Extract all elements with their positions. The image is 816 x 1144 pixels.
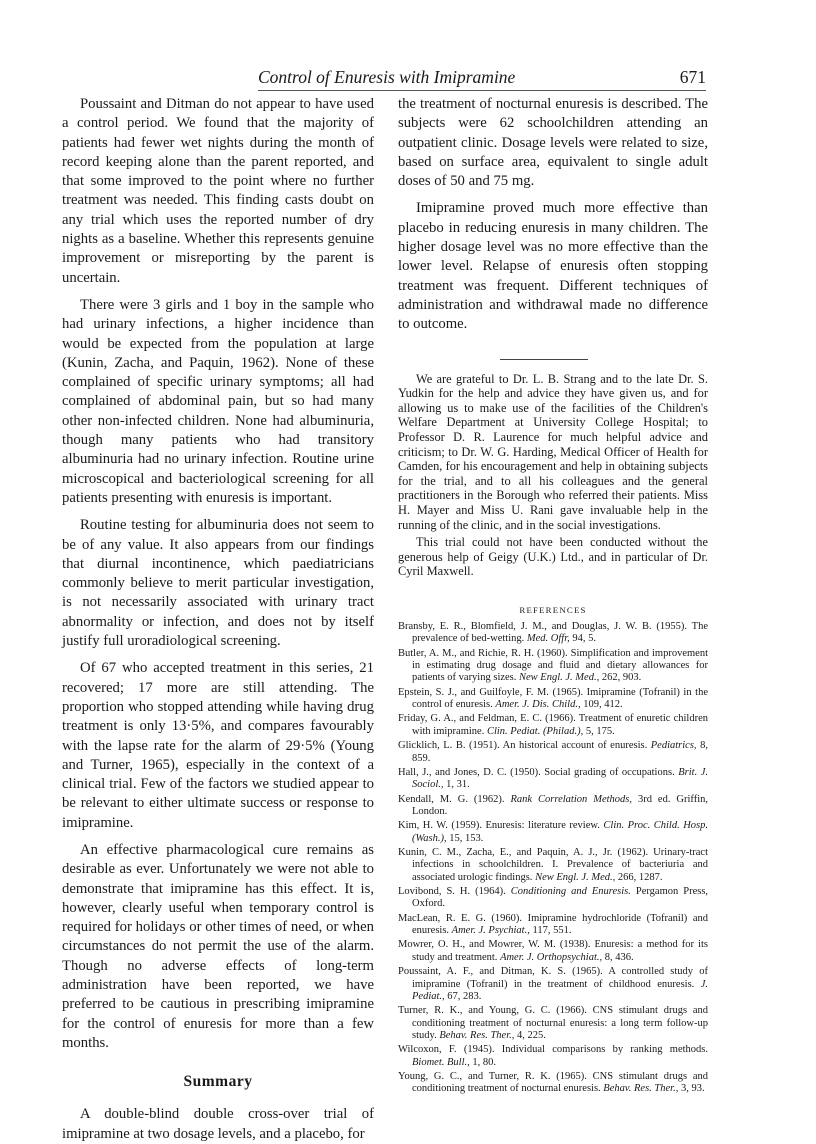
reference-authors: Turner, R. K., and Young, G. C. (1966). CNS stimulant drugs and conditioning treatment of nocturnal enuresis: a long term follow-up study.	[398, 1005, 708, 1042]
reference-details: 8, 859.	[412, 740, 708, 764]
reference-details: 15, 153.	[449, 832, 484, 844]
reference-journal: Amer. J. Psychiat.,	[451, 925, 530, 937]
reference-item	[398, 966, 708, 1003]
reference-authors: Young, G. C., and Turner, R. K. (1965). CNS stimulant drugs and conditioning treatment of nocturnal enuresis.	[398, 1071, 708, 1095]
body-paragraph: An effective pharmacological cure remains as desirable as ever. Unfortunately we were not able to demonstrate that imipramine has this effect. It is, however, clearly useful when temporary control is required for holidays or other times of need, or when circumstances do not permit the use of the alarm. Though no adverse effects of long-term administration have been reported, we have preferred to be cautious in prescribing imipramine for the control of enuresis for more than a few months.	[62, 841, 374, 1051]
reference-journal: Amer. J. Dis. Child.,	[495, 699, 581, 711]
reference-details: 8, 436.	[604, 951, 634, 963]
page-number: 671	[679, 67, 706, 87]
left-column	[62, 95, 374, 1144]
reference-journal: Biomet. Bull.,	[412, 1056, 470, 1068]
reference-details: 266, 1287.	[617, 871, 663, 883]
reference-journal: New Engl. J. Med.,	[519, 672, 600, 684]
reference-authors: Lovibond, S. H. (1964).	[398, 886, 506, 898]
reference-details: 5, 175.	[585, 725, 615, 737]
reference-journal: Behav. Res. Ther.,	[603, 1083, 679, 1095]
reference-item	[398, 847, 708, 884]
reference-journal: Conditioning and Enuresis.	[510, 886, 631, 898]
reference-authors: Wilcoxon, F. (1945). Individual comparisons by ranking methods.	[398, 1044, 708, 1056]
reference-item	[398, 648, 708, 685]
reference-authors: Friday, G. A., and Feldman, E. C. (1966). Treatment of enuretic children with imipramine.	[398, 713, 708, 737]
reference-journal: Amer. J. Orthopsychiat.,	[500, 951, 603, 963]
reference-details: Pergamon Press, Oxford.	[412, 886, 709, 910]
reference-item	[398, 687, 708, 712]
reference-journal: Clin. Proc. Child. Hosp. (Wash.),	[412, 820, 709, 844]
body-paragraph: There were 3 girls and 1 boy in the sample who had urinary infections, a higher incidence than would be expected from the population at large (Kunin, Zacha, and Paquin, 1962). None of these complained of specific urinary symptoms; all had complained of abdominal pain, but so had many other non-infected children. None had albuminuria, though many patients who had transitory albuminuria had no urinary infection. Routine urine microscopical and bacteriological screening for all patients presenting with enuresis is important.	[62, 296, 374, 506]
section-divider	[500, 359, 588, 360]
reference-authors: Bransby, E. R., Blomfield, J. M., and Douglas, J. W. B. (1955). The prevalence of bed-wetting.	[398, 620, 708, 645]
reference-authors: MacLean, R. E. G. (1960). Imipramine hydrochloride (Tofranil) and enuresis.	[398, 912, 708, 937]
reference-journal: Brit. J. Sociol.,	[412, 766, 709, 791]
reference-details: 4, 225.	[517, 1030, 546, 1042]
reference-authors: Epstein, S. J., and Guilfoyle, F. M. (1965). Imipramine (Tofranil) in the control of enuresis.	[398, 686, 708, 711]
reference-details: 67, 283.	[447, 990, 482, 1002]
reference-journal: Med. Offr,	[526, 633, 570, 645]
summary-paragraph: A double-blind double cross-over trial of imipramine at two dosage levels, and a placebo, for	[62, 1106, 374, 1142]
reference-journal: Clin. Pediat. (Philad.),	[486, 725, 584, 737]
reference-journal: Pediatrics,	[650, 740, 697, 752]
reference-item	[398, 820, 708, 845]
reference-item	[398, 740, 708, 765]
summary-heading: Summary	[183, 1073, 253, 1091]
reference-journal: New Engl. J. Med.,	[535, 871, 616, 883]
reference-authors: Kunin, C. M., Zacha, E., and Paquin, A. J., Jr. (1962). Urinary-tract infections in schoolchildren. I. Prevalence of bacteriuria and associated urologic findings.	[398, 846, 708, 883]
reference-item	[398, 939, 708, 964]
reference-authors: Hall, J., and Jones, D. C. (1950). Social grading of occupations.	[398, 766, 675, 778]
reference-item	[398, 913, 708, 938]
running-title: Control of Enuresis with Imipramine	[258, 67, 516, 87]
reference-authors: Mowrer, O. H., and Mowrer, W. M. (1938). Enuresis: a method for its study and treatment.	[398, 939, 708, 963]
reference-journal: J. Pediat.,	[412, 978, 708, 1002]
reference-details: 1, 31.	[446, 779, 470, 791]
header-rule	[258, 90, 706, 91]
reference-journal: Rank Correlation Methods,	[510, 793, 632, 805]
body-paragraph: Routine testing for albuminuria does not seem to be of any value. It also appears from our findings that diurnal incontinence, which paediatricians commonly believe to merit particular investigation, is not necessarily associated with urinary tract abnormality or infection, and does not by itself justify full uroradiological screening.	[62, 517, 374, 650]
reference-item	[398, 767, 708, 792]
reference-authors: Butler, A. M., and Richie, R. H. (1960). Simplification and improvement in estimating drug dosage and fluid and dietary allowances for patients of varying sizes.	[398, 647, 708, 684]
reference-authors: Glicklich, L. B. (1951). An historical account of enuresis.	[398, 740, 648, 752]
reference-item	[398, 621, 708, 646]
reference-item	[398, 1005, 708, 1042]
summary-paragraph: Imipramine proved much more effective than placebo in reducing enuresis in many children. The higher dosage level was no more effective than the lower level. Relapse of enuresis often stopping treatment was frequent. Different techniques of administration and withdrawal made no difference to outcome.	[398, 200, 708, 333]
reference-details: 117, 551.	[532, 925, 572, 937]
reference-details: 109, 412.	[583, 699, 623, 711]
reference-authors: Kim, H. W. (1959). Enuresis: literature review.	[398, 820, 600, 832]
reference-journal: Behav. Res. Ther.,	[439, 1030, 515, 1042]
reference-item	[398, 713, 708, 738]
reference-item	[398, 794, 708, 819]
reference-details: 94, 5.	[572, 633, 596, 645]
references-heading: REFERENCES	[519, 604, 587, 615]
acknowledgements-paragraph: We are grateful to Dr. L. B. Strang and to the late Dr. S. Yudkin for the help and advice they have given us, and for allowing us to make use of the facilities of the Children's Welfare Department at University College Hospital; to Professor D. R. Laurence for much helpful advice and criticism; to Dr. W. G. Harding, Medical Officer of Health for Camden, for his encouragement and help in obtaining subjects for the trial, and to all his colleagues and the general practitioners in the Borough who referred their patients. Miss H. Mayer and Miss U. Rani gave invaluable help in the running of the clinic, and in the social investigations.	[398, 371, 708, 532]
reference-details: 1, 80.	[472, 1056, 496, 1068]
reference-details: 3rd ed. Griffin, London.	[412, 793, 709, 817]
summary-paragraph-continued: the treatment of nocturnal enuresis is described. The subjects were 62 schoolchildren attending an outpatient clinic. Dosage levels were related to size, based on surface area, equivalent to single adult doses of 50 and 75 mg.	[398, 96, 708, 190]
reference-item	[398, 886, 708, 911]
body-paragraph: Of 67 who accepted treatment in this series, 21 recovered; 17 more are still attending. The proportion who stopped attending while having drug treatment is only 13·5%, and compares favourably with the lapse rate for the alarm of 29·5% (Young and Turner, 1965), especially in the context of a clinical trial. Few of the factors we studied appear to be relevant to either ultimate success or response to imipramine.	[62, 660, 374, 831]
acknowledgements-paragraph: This trial could not have been conducted without the generous help of Geigy (U.K.) Ltd., and in particular of Dr. Cyril Maxwell.	[398, 535, 708, 579]
reference-authors: Poussaint, A. F., and Ditman, K. S. (1965). A controlled study of imipramine (Tofranil) in the treatment of childhood enuresis.	[398, 966, 708, 990]
reference-item	[398, 1044, 708, 1069]
reference-details: 262, 903.	[601, 672, 642, 684]
reference-item	[398, 1071, 708, 1096]
reference-authors: Kendall, M. G. (1962).	[398, 793, 505, 805]
reference-list	[398, 621, 708, 1096]
right-column	[398, 95, 708, 1098]
reference-details: 3, 93.	[680, 1083, 705, 1095]
body-paragraph: Poussaint and Ditman do not appear to have used a control period. We found that the majority of patients had fewer wet nights during the month of record keeping alone than the parent reported, and that some improved to the point where no further treatment was needed. This finding casts doubt on any trial which uses the reported number of dry nights as a baseline. Whether this represents genuine improvement or misreporting by the parent is uncertain.	[62, 96, 374, 286]
